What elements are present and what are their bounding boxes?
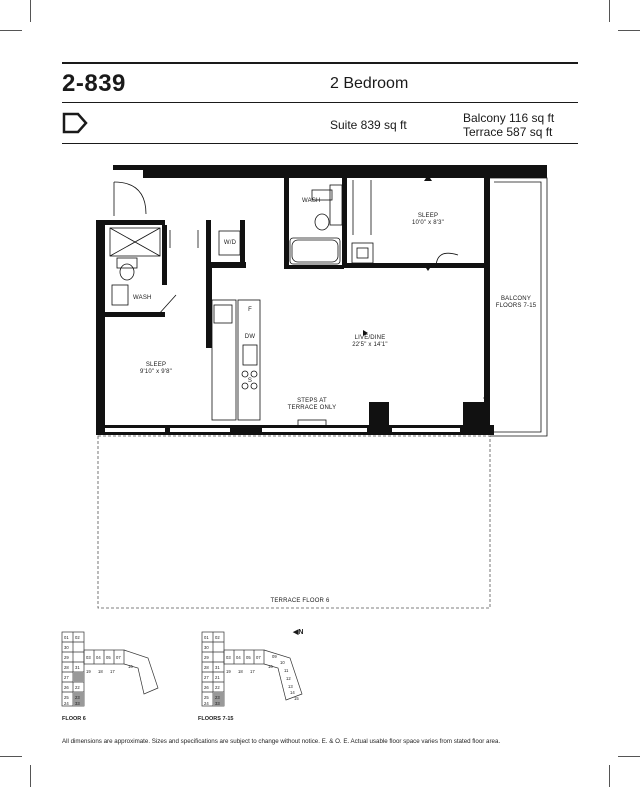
wash-label-2: WASH [302,198,321,204]
keyplan-unit-label: 11 [284,668,289,673]
keyplan-unit-label: 04 [96,655,101,660]
keyplan-unit-label: 07 [256,655,261,660]
keyplan-unit-label: 09 [272,654,277,659]
keyplan-unit-label: 33 [75,701,80,706]
keyplan-unit-label: 07 [116,655,121,660]
keyplan-unit-label: 28 [204,665,209,670]
sleep1-dim: 9'10" x 9'8" [140,369,172,375]
keyplan-floor6 [58,628,183,710]
keyplan-unit-label: 14 [290,690,295,695]
keyplan-unit-label: 31 [215,665,220,670]
disclaimer: All dimensions are approximate. Sizes and specifications are subject to change without notice. E. & O. E. Actual usable floor space varies from stated floor area. [62,738,501,745]
living-dim: 22'5" x 14'1" [352,342,388,348]
keyplan-unit-label: 18 [98,669,103,674]
keyplan-unit-label: 04 [236,655,241,660]
keyplan-unit-label: 22 [75,685,80,690]
balcony-floors: FLOORS 7-15 [495,303,537,309]
wash-label-1: WASH [133,295,152,301]
keyplan-unit-label: 27 [204,675,209,680]
keyplan-unit-label: 24 [204,701,209,706]
terrace-area: Terrace 587 sq ft [463,125,553,139]
balcony-area: Balcony 116 sq ft [463,111,555,125]
keyplan-unit-label: 17 [110,669,115,674]
keyplan-unit-label: 31 [75,665,80,670]
keyplan-unit-label: 27 [64,675,69,680]
keyplan-unit-label: 19 [226,669,231,674]
dishwasher-label: DW [244,334,256,340]
balcony-label: BALCONY [500,296,532,302]
wd-label: W/D [223,240,237,246]
keyplan-unit-label: 02 [215,635,220,640]
keyplan-unit-label: 21 [215,675,220,680]
sleep2-dim: 10'0" x 8'3" [412,220,444,226]
keyplan-unit-label: 33 [215,701,220,706]
unit-type: 2 Bedroom [330,75,409,92]
keyplan-floor7-label: FLOORS 7-15 [198,716,234,722]
suite-area: Suite 839 sq ft [330,118,407,132]
keyplan-unit-label: 13 [288,684,293,689]
sleep1-label: SLEEP [145,362,167,368]
keyplan-unit-label: 30 [204,645,209,650]
keyplan-unit-label: 26 [204,685,209,690]
keyplan-unit-label: 23 [75,695,80,700]
keyplan-unit-label: 23 [215,695,220,700]
north-label: N [298,629,304,636]
keyplan-unit-label: 19 [86,669,91,674]
living-label: LIVE/DINE [354,335,386,341]
keyplan-unit-label: 02 [75,635,80,640]
keyplan-unit-label: 01 [64,635,69,640]
fridge-label: F [248,307,252,313]
keyplan-unit-label: 29 [64,655,69,660]
sleep2-label: SLEEP [417,213,439,219]
keyplan-unit-label: 30 [64,645,69,650]
keyplan-unit-label: 03 [226,655,231,660]
steps-label: STEPS AT [297,398,327,404]
keyplan-unit-label: 24 [64,701,69,706]
keyplan-unit-label: 28 [64,665,69,670]
keyplan-unit-label: 05 [106,655,111,660]
keyplan-unit-label: 26 [64,685,69,690]
sink-label: S [247,378,253,384]
keyplan-unit-label: 03 [86,655,91,660]
north-arrow-icon: ◀ [293,629,299,636]
keyplan-unit-label: 17 [250,669,255,674]
keyplan-unit-label: 15 [294,696,299,701]
keyplan-unit-label: 22 [215,685,220,690]
steps-label-2: TERRACE ONLY [287,405,337,411]
keyplan-unit-label: 18 [238,669,243,674]
keyplan-unit-label: 05 [246,655,251,660]
unit-name: 2-839 [62,70,126,97]
keyplan-unit-label: 12 [286,676,291,681]
keyplan-floor7 [198,628,328,710]
keyplan-unit-label: 10 [280,660,285,665]
keyplan-unit-label: 25 [64,695,69,700]
north-indicator [293,628,303,636]
keyplan-floor6-label: FLOOR 6 [62,716,86,722]
keyplan-unit-label: 16 [268,664,273,669]
keyplan-unit-label: 29 [204,655,209,660]
terrace-label: TERRACE FLOOR 6 [270,598,330,604]
keyplan-unit-label: 16 [128,664,133,669]
keyplan-unit-label: 01 [204,635,209,640]
keyplan-unit-label: 25 [204,695,209,700]
